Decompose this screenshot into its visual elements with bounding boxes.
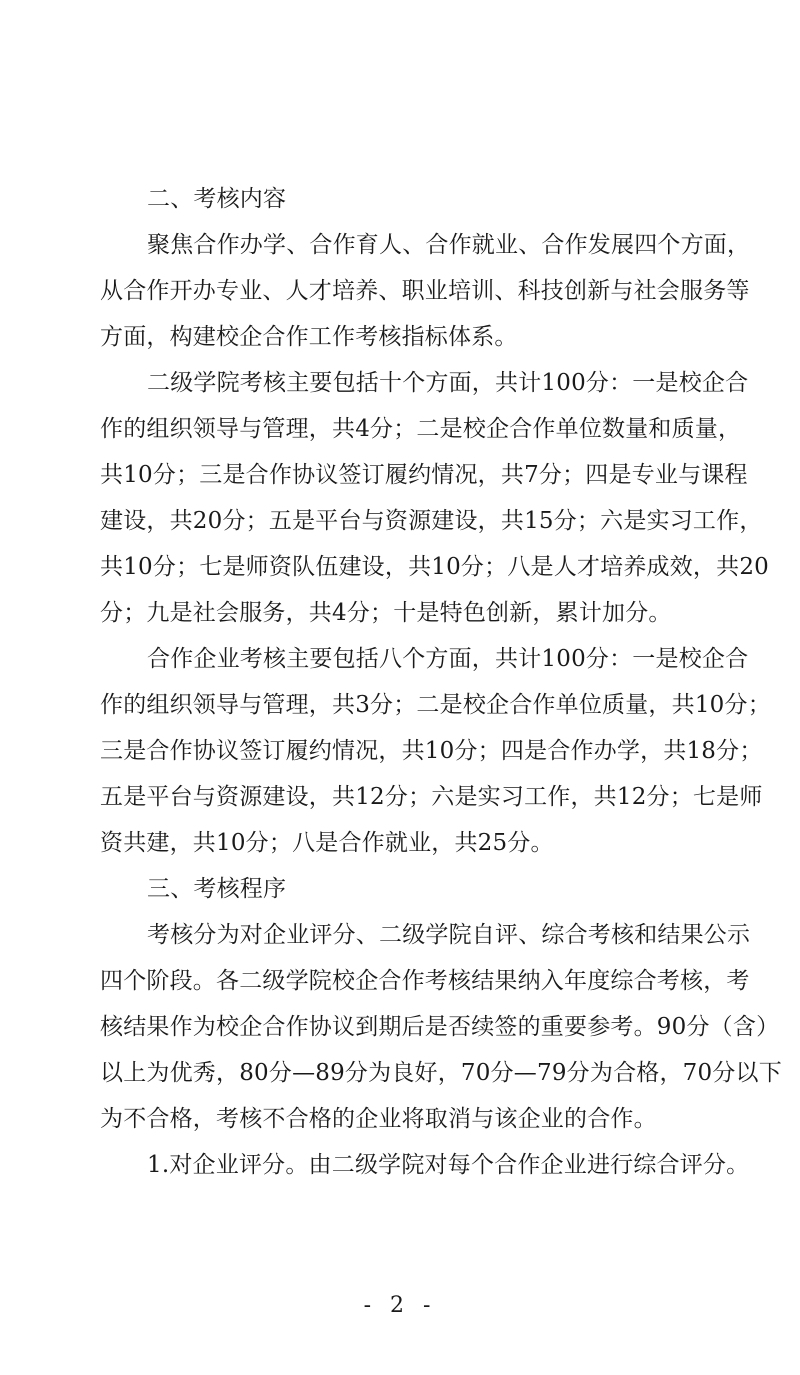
paragraph-line: 以上为优秀，80分—89分为良好，70分—79分为合格，70分以下: [100, 1060, 782, 1086]
section-heading-assessment-procedure: 三、考核程序: [147, 876, 287, 902]
paragraph-line: 合作企业考核主要包括八个方面，共计100分：一是校企合: [147, 646, 749, 672]
paragraph-line: 共10分；三是合作协议签订履约情况，共7分；四是专业与课程: [100, 462, 748, 488]
paragraph-line: 资共建，共10分；八是合作就业，共25分。: [100, 830, 554, 856]
paragraph-line: 三是合作协议签订履约情况，共10分；四是合作办学，共18分；: [100, 738, 763, 764]
paragraph-line: 五是平台与资源建设，共12分；六是实习工作，共12分；七是师: [100, 784, 763, 810]
paragraph-line: 为不合格，考核不合格的企业将取消与该企业的合作。: [100, 1106, 657, 1132]
paragraph-line: 建设，共20分；五是平台与资源建设，共15分；六是实习工作，: [100, 508, 763, 534]
paragraph-assessment-stages: [100, 912, 782, 1142]
paragraph-line: 作的组织领导与管理，共4分；二是校企合作单位数量和质量，: [100, 416, 742, 442]
paragraph-college-assessment: [100, 360, 769, 636]
paragraph-enterprise-scoring: [100, 1142, 750, 1188]
paragraph-line: 二级学院考核主要包括十个方面，共计100分：一是校企合: [147, 370, 749, 396]
paragraph-line: 核结果作为校企合作协议到期后是否续签的重要参考。90分（含）: [100, 1014, 780, 1040]
section-heading-assessment-content: 二、考核内容: [147, 186, 287, 212]
paragraph-line: 考核分为对企业评分、二级学院自评、综合考核和结果公示: [147, 922, 751, 948]
document-page: [100, 176, 782, 1188]
paragraph-focus-areas: [100, 222, 750, 360]
paragraph-line: 聚焦合作办学、合作育人、合作就业、合作发展四个方面，: [147, 232, 751, 258]
paragraph-line: 作的组织领导与管理，共3分；二是校企合作单位质量，共10分；: [100, 692, 771, 718]
paragraph-line: 共10分；七是师资队伍建设，共10分；八是人才培养成效，共20: [100, 554, 769, 580]
paragraph-line: 1.对企业评分。由二级学院对每个合作企业进行综合评分。: [147, 1152, 750, 1178]
paragraph-line: 分；九是社会服务，共4分；十是特色创新，累计加分。: [100, 600, 672, 626]
paragraph-line: 方面，构建校企合作工作考核指标体系。: [100, 324, 518, 350]
paragraph-enterprise-assessment: [100, 636, 771, 866]
paragraph-line: 从合作开办专业、人才培养、职业培训、科技创新与社会服务等: [100, 278, 750, 304]
paragraph-line: 四个阶段。各二级学院校企合作考核结果纳入年度综合考核，考: [100, 968, 750, 994]
page-number: - 2 -: [363, 1293, 437, 1318]
